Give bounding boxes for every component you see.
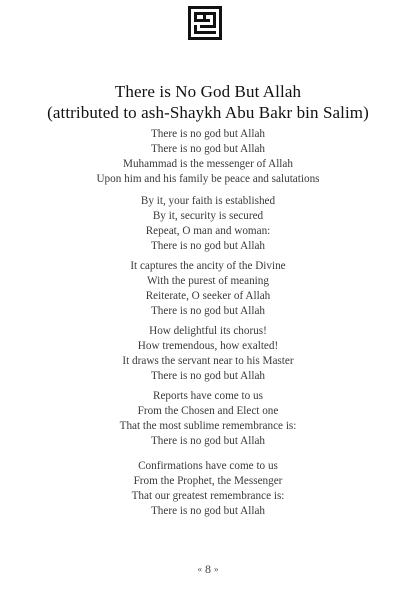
stanza-1 <box>0 127 416 187</box>
verse-line: There is no god but Allah <box>150 370 266 382</box>
stanza-6 <box>0 459 416 519</box>
verse-line: From the Chosen and Elect one <box>137 405 279 417</box>
stanza-5 <box>0 389 416 449</box>
verse-line: There is no god but Allah <box>150 305 266 317</box>
verse-line: There is no god but Allah <box>150 435 266 447</box>
right-ornament-mark: » <box>214 564 219 574</box>
verse-line: Muhammad is the messenger of Allah <box>123 158 293 170</box>
verse-line: There is no god but Allah <box>150 143 266 155</box>
verse-line: It captures the ancity of the Divine <box>130 260 286 272</box>
page-number: 8 <box>205 562 211 576</box>
verse-line: By it, security is secured <box>152 210 264 222</box>
left-ornament-mark: « <box>197 564 202 574</box>
verse-line: There is no god but Allah <box>150 128 266 140</box>
stanza-2 <box>0 194 416 254</box>
verse-line: It draws the servant near to his Master <box>122 355 294 367</box>
poem-attribution: (attributed to ash-Shaykh Abu Bakr bin Salim) <box>47 103 369 122</box>
square-kufic-calligraphy-icon <box>188 6 222 40</box>
verse-line: From the Prophet, the Messenger <box>133 475 283 487</box>
verse-line: How delightful its chorus! <box>149 325 267 337</box>
verse-line: By it, your faith is established <box>140 195 276 207</box>
verse-line: How tremendous, how exalted! <box>137 340 279 352</box>
verse-line: Confirmations have come to us <box>138 460 278 472</box>
stanza-3 <box>0 259 416 319</box>
poem-title: There is No God But Allah <box>114 82 302 101</box>
verse-line: Reiterate, O seeker of Allah <box>145 290 271 302</box>
page-footer <box>0 562 416 576</box>
verse-line: Reports have come to us <box>153 390 263 402</box>
verse-line: That the most sublime remembrance is: <box>119 420 297 432</box>
verse-line: There is no god but Allah <box>150 240 266 252</box>
verse-line: There is no god but Allah <box>150 505 266 517</box>
verse-line: Repeat, O man and woman: <box>145 225 271 237</box>
verse-line: With the purest of meaning <box>147 275 269 287</box>
verse-line: Upon him and his family be peace and salutations <box>96 173 320 185</box>
stanza-4 <box>0 324 416 384</box>
verse-line: That our greatest remembrance is: <box>131 490 285 502</box>
